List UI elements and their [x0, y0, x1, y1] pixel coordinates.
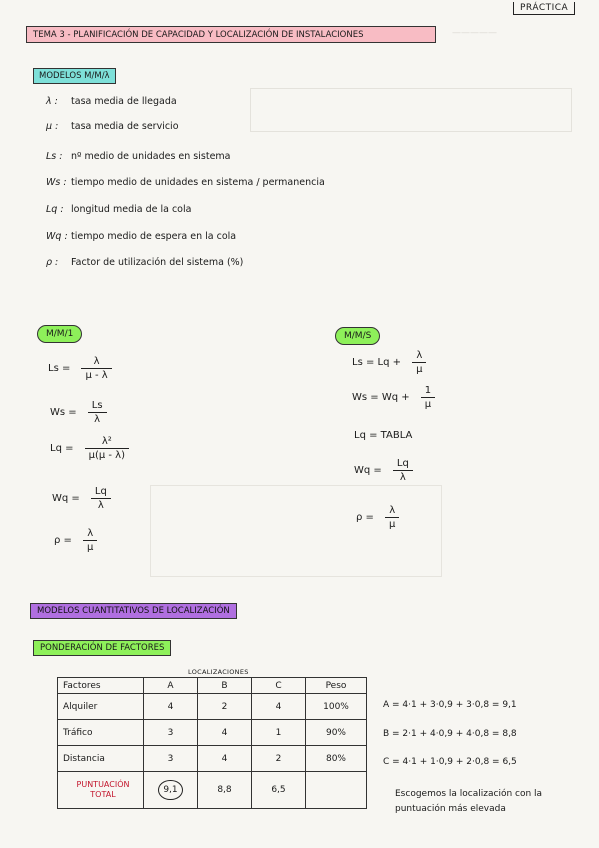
mms-label: M/M/S	[335, 327, 380, 345]
formula-lhs: Ls =	[48, 363, 71, 374]
table-total-row	[58, 772, 367, 809]
table-header-cell: C	[252, 678, 306, 694]
mms-ws-formula	[352, 385, 435, 410]
tema-title: TEMA 3 - PLANIFICACIÓN DE CAPACIDAD Y LOCALIZACIÓN DE INSTALACIONES	[26, 26, 436, 43]
conclusion-note: Escogemos la localización con la puntuación más elevada	[395, 789, 543, 814]
mm1-lq-formula	[50, 436, 129, 461]
definition-text: nº medio de unidades en sistema	[71, 151, 231, 162]
total-cell: 8,8	[198, 772, 252, 809]
mm1-ws-formula	[50, 400, 107, 425]
table-header-cell: Factores	[58, 678, 144, 694]
mms-wq-formula	[354, 458, 413, 483]
table-cell: 3	[144, 720, 198, 746]
denominator: μ	[416, 364, 423, 375]
table-row	[58, 746, 367, 772]
denominator: μ	[87, 542, 94, 553]
total-cell	[144, 772, 198, 809]
localizaciones-header: LOCALIZACIONES	[188, 668, 249, 676]
denominator: μ - λ	[85, 370, 108, 381]
definition-row	[46, 121, 179, 132]
total-label-line: PUNTUACIÓN	[76, 780, 130, 789]
modelos-label: MODELOS M/M/λ	[33, 68, 116, 84]
table-cell: 4	[252, 694, 306, 720]
formula-lhs: Lq =	[50, 443, 74, 454]
denominator: λ	[97, 500, 104, 511]
fraction	[385, 505, 399, 530]
table-row	[58, 694, 367, 720]
denominator: μ	[389, 519, 396, 530]
definition-symbol: Wq :	[46, 231, 68, 242]
definition-symbol: μ :	[46, 121, 59, 132]
table-cell: 90%	[306, 720, 367, 746]
total-cell: 6,5	[252, 772, 306, 809]
table-cell: 4	[198, 746, 252, 772]
definition-text: Factor de utilización del sistema (%)	[71, 257, 244, 268]
formula-lhs: Wq =	[52, 493, 80, 504]
definition-symbol: λ :	[46, 96, 58, 107]
definition-row	[46, 151, 231, 162]
mm1-p-formula	[54, 528, 97, 553]
fraction	[91, 486, 111, 511]
mms-ls-formula	[352, 350, 426, 375]
numerator: 1	[424, 385, 432, 396]
total-label	[63, 780, 143, 800]
formula-lhs: Wq =	[354, 465, 382, 476]
formula-lhs: Ws =	[50, 407, 77, 418]
practica-tag: PRÁCTICA	[513, 2, 575, 15]
mm1-wq-formula	[52, 486, 111, 511]
formula-lhs: Ws = Wq +	[352, 392, 410, 403]
mm1-ls-formula	[48, 356, 112, 381]
fraction	[412, 350, 426, 375]
table-cell: 4	[198, 720, 252, 746]
table-cell: 2	[252, 746, 306, 772]
mm1-label: M/M/1	[37, 325, 82, 343]
definition-text: longitud media de la cola	[71, 204, 192, 215]
definition-row	[46, 257, 243, 268]
numerator: Ls	[91, 400, 103, 411]
table-header-row	[58, 678, 367, 694]
definition-text: tasa media de llegada	[71, 96, 177, 107]
ponderacion-heading: PONDERACIÓN DE FACTORES	[33, 640, 171, 656]
numerator: λ	[87, 528, 94, 539]
table-cell: Alquiler	[58, 694, 144, 720]
definition-symbol: Lq :	[46, 204, 64, 215]
definition-row	[46, 231, 236, 242]
fraction	[393, 458, 413, 483]
bleed-through-box	[250, 88, 572, 132]
table-cell: 4	[144, 694, 198, 720]
fraction	[83, 528, 97, 553]
calc-line: B = 2·1 + 4·0,9 + 4·0,8 = 8,8	[383, 729, 517, 739]
numerator: λ	[416, 350, 423, 361]
table-cell: 3	[144, 746, 198, 772]
definition-symbol: Ls :	[46, 151, 63, 162]
circled-total: 9,1	[158, 780, 182, 800]
definition-text: tiempo medio de espera en la cola	[71, 231, 237, 242]
denominator: λ	[94, 414, 101, 425]
total-cell	[306, 772, 367, 809]
definition-symbol: Ws :	[46, 177, 67, 188]
table-cell: 100%	[306, 694, 367, 720]
numerator: Lq	[94, 486, 107, 497]
numerator: Lq	[396, 458, 409, 469]
table-cell: 1	[252, 720, 306, 746]
table-cell: 80%	[306, 746, 367, 772]
formula-lhs: Ls = Lq +	[352, 357, 401, 368]
formula-lhs: ρ =	[356, 512, 374, 523]
fraction	[421, 385, 435, 410]
denominator: μ(μ - λ)	[88, 450, 125, 461]
fraction	[85, 436, 129, 461]
table-header-cell: Peso	[306, 678, 367, 694]
definition-text: tiempo medio de unidades en sistema / permanencia	[71, 177, 325, 188]
table-cell: Tráfico	[58, 720, 144, 746]
total-label-cell	[58, 772, 144, 809]
table-header-cell: B	[198, 678, 252, 694]
calc-line: A = 4·1 + 3·0,9 + 3·0,8 = 9,1	[383, 700, 517, 710]
definition-row	[46, 177, 325, 188]
fraction	[81, 356, 111, 381]
denominator: μ	[424, 399, 432, 410]
total-label-line: TOTAL	[90, 790, 116, 799]
factors-table	[57, 677, 367, 809]
table-cell: Distancia	[58, 746, 144, 772]
table-header-cell: A	[144, 678, 198, 694]
table-cell: 2	[198, 694, 252, 720]
modelos-cuantitativos-heading: MODELOS CUANTITATIVOS DE LOCALIZACIÓN	[30, 603, 237, 619]
fraction	[88, 400, 107, 425]
definition-symbol: ρ :	[46, 257, 59, 268]
definition-row	[46, 204, 191, 215]
formula-lhs: ρ =	[54, 535, 72, 546]
numerator: λ	[93, 356, 100, 367]
numerator: λ	[389, 505, 396, 516]
definition-text: tasa media de servicio	[71, 121, 179, 132]
definition-row	[46, 96, 177, 107]
table-row	[58, 720, 367, 746]
calc-line: C = 4·1 + 1·0,9 + 2·0,8 = 6,5	[383, 757, 517, 767]
bleed-through-table	[150, 485, 442, 577]
mms-p-formula	[356, 505, 399, 530]
bleed-through-text: —————	[452, 28, 497, 38]
denominator: λ	[399, 472, 406, 483]
mms-lq-formula: Lq = TABLA	[354, 430, 413, 441]
numerator: λ²	[101, 436, 112, 447]
